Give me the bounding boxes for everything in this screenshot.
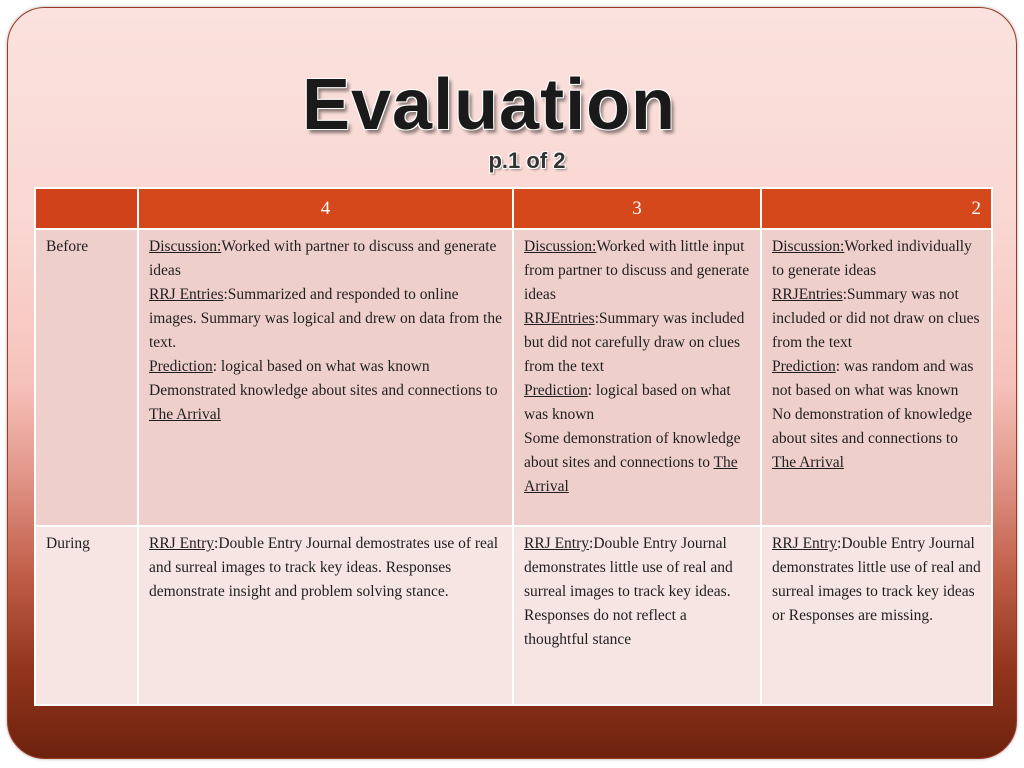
row-label-during: During bbox=[35, 526, 138, 705]
cell-during-score-3 bbox=[513, 526, 761, 705]
rrj-criterion bbox=[149, 532, 502, 604]
prediction-label: Prediction bbox=[524, 382, 588, 399]
book-title: The Arrival bbox=[149, 406, 221, 423]
discussion-criterion bbox=[772, 235, 981, 283]
book-title: The Arrival bbox=[524, 454, 738, 495]
prediction-label: Prediction bbox=[772, 358, 836, 375]
knowledge-text: Some demonstration of knowledge about sites and connections to bbox=[524, 430, 741, 471]
book-title: The Arrival bbox=[772, 454, 844, 471]
header-cell-score-3: 3 bbox=[513, 188, 761, 229]
knowledge-criterion bbox=[149, 379, 502, 427]
rrj-label: RRJ Entries bbox=[149, 286, 224, 303]
rrj-label: RRJEntries bbox=[524, 310, 595, 327]
rrj-label: RRJEntries bbox=[772, 286, 843, 303]
slide-subtitle: p.1 of 2 bbox=[488, 148, 566, 173]
rrj-label: RRJ Entry bbox=[149, 535, 215, 552]
rrj-text: :Double Entry Journal demonstrates little use of real and surreal images to track key ideas or Responses are missing. bbox=[772, 535, 981, 624]
prediction-criterion bbox=[772, 355, 981, 403]
prediction-text: : logical based on what was known bbox=[212, 358, 430, 375]
rrj-criterion bbox=[149, 283, 502, 355]
rrj-text: :Double Entry Journal demostrates use of real and surreal images to track key ideas. Responses demonstrate insight and problem solving stance. bbox=[149, 535, 499, 600]
rubric-table bbox=[34, 187, 993, 706]
cell-before-score-3 bbox=[513, 229, 761, 526]
header-row bbox=[35, 188, 992, 229]
table-row-before bbox=[35, 229, 992, 526]
cell-during-score-4 bbox=[138, 526, 513, 705]
knowledge-text: No demonstration of knowledge about sites and connections to bbox=[772, 406, 973, 447]
rrj-criterion bbox=[524, 532, 750, 652]
table-row-during bbox=[35, 526, 992, 705]
cell-during-score-2 bbox=[761, 526, 992, 705]
rrj-criterion bbox=[524, 307, 750, 379]
header-cell-score-2: 2 bbox=[761, 188, 992, 229]
rrj-text: :Double Entry Journal demonstrates little use of real and surreal images to track key ideas. Responses do not reflect a thoughtful stance bbox=[524, 535, 733, 648]
rrj-text: :Summary was included but did not carefully draw on clues from the text bbox=[524, 310, 745, 375]
rrj-text: :Summary was not included or did not draw on clues from the text bbox=[772, 286, 980, 351]
prediction-criterion bbox=[149, 355, 502, 379]
prediction-label: Prediction bbox=[149, 358, 213, 375]
discussion-label: Discussion: bbox=[772, 238, 845, 255]
rrj-criterion bbox=[772, 283, 981, 355]
row-label-before: Before bbox=[35, 229, 138, 526]
discussion-criterion bbox=[149, 235, 502, 283]
cell-before-score-4 bbox=[138, 229, 513, 526]
prediction-text: : was random and was not based on what was known bbox=[772, 358, 974, 399]
prediction-criterion bbox=[524, 379, 750, 427]
knowledge-criterion bbox=[772, 403, 981, 475]
rrj-text: :Summarized and responded to online images. Summary was logical and drew on data from the text. bbox=[149, 286, 502, 351]
discussion-criterion bbox=[524, 235, 750, 307]
rrj-label: RRJ Entry bbox=[524, 535, 590, 552]
prediction-text: : logical based on what was known bbox=[524, 382, 731, 423]
discussion-label: Discussion: bbox=[524, 238, 597, 255]
cell-before-score-2 bbox=[761, 229, 992, 526]
header-cell-blank bbox=[35, 188, 138, 229]
rrj-label: RRJ Entry bbox=[772, 535, 838, 552]
discussion-text: Worked with little input from partner to discuss and generate ideas bbox=[524, 238, 750, 303]
discussion-label: Discussion: bbox=[149, 238, 222, 255]
knowledge-text: Demonstrated knowledge about sites and connections to bbox=[149, 382, 498, 399]
header-cell-score-4: 4 bbox=[138, 188, 513, 229]
discussion-text: Worked individually to generate ideas bbox=[772, 238, 972, 279]
discussion-text: Worked with partner to discuss and generate ideas bbox=[149, 238, 497, 279]
knowledge-criterion bbox=[524, 427, 750, 499]
slide-title: Evaluation bbox=[301, 65, 677, 145]
rrj-criterion bbox=[772, 532, 981, 628]
